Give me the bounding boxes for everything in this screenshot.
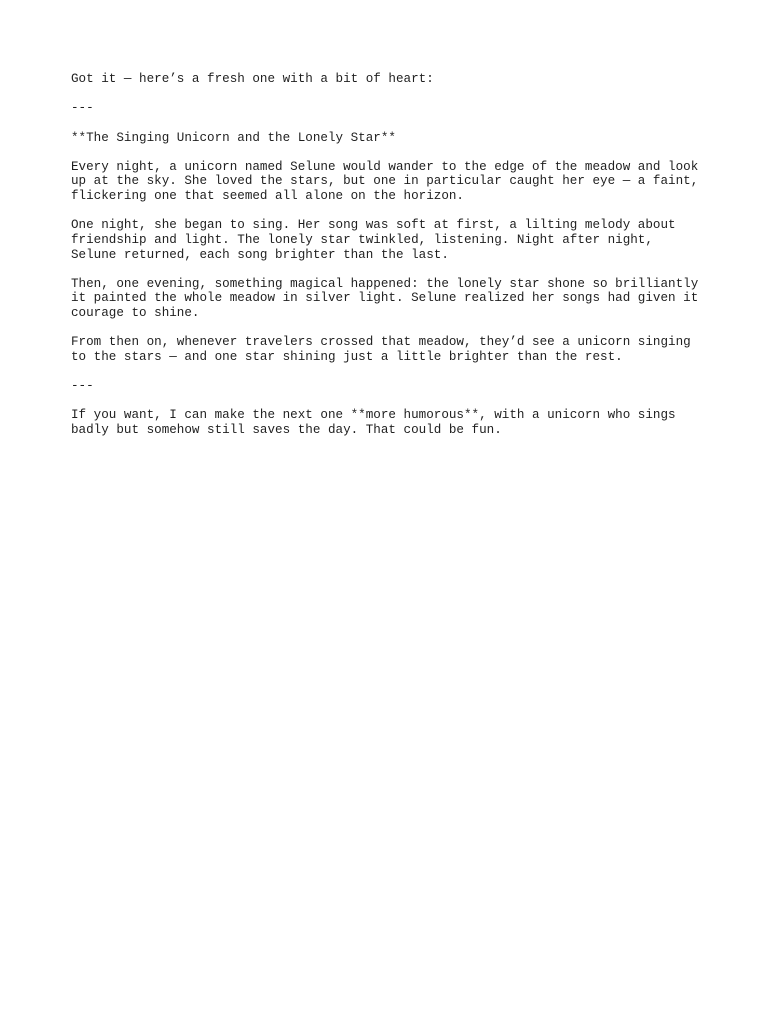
text-line: flickering one that seemed all alone on the horizon.	[71, 189, 464, 204]
document-body	[71, 72, 711, 452]
text-line: up at the sky. She loved the stars, but one in particular caught her eye — a faint,	[71, 174, 699, 189]
text-line: ---	[71, 101, 94, 116]
story-paragraph-4	[71, 335, 711, 364]
story-paragraph-3	[71, 277, 711, 321]
text-line: it painted the whole meadow in silver light. Selune realized her songs had given it	[71, 291, 699, 306]
text-line: badly but somehow still saves the day. That could be fun.	[71, 423, 502, 437]
story-title	[71, 131, 711, 146]
text-line: ---	[71, 379, 94, 394]
closing-paragraph	[71, 408, 711, 437]
text-line: One night, she began to sing. Her song was soft at first, a lilting melody about	[71, 218, 676, 233]
story-paragraph-1	[71, 160, 711, 204]
text-line: If you want, I can make the next one **more humorous**, with a unicorn who sings	[71, 408, 676, 423]
text-line: to the stars — and one star shining just a little brighter than the rest.	[71, 349, 623, 364]
text-line: Got it — here’s a fresh one with a bit of heart:	[71, 72, 434, 86]
text-line: Selune returned, each song brighter than the last.	[71, 247, 449, 262]
text-line: Then, one evening, something magical happened: the lonely star shone so brilliantly	[71, 276, 699, 291]
text-line: courage to shine.	[71, 305, 200, 320]
text-line: From then on, whenever travelers crossed that meadow, they’d see a unicorn singing	[71, 335, 691, 350]
text-line: **The Singing Unicorn and the Lonely Star**	[71, 130, 396, 145]
text-line: Every night, a unicorn named Selune would wander to the edge of the meadow and look	[71, 159, 699, 174]
intro-paragraph	[71, 72, 711, 87]
separator	[71, 379, 711, 394]
separator	[71, 101, 711, 116]
text-line: friendship and light. The lonely star twinkled, listening. Night after night,	[71, 232, 653, 247]
story-paragraph-2	[71, 218, 711, 262]
